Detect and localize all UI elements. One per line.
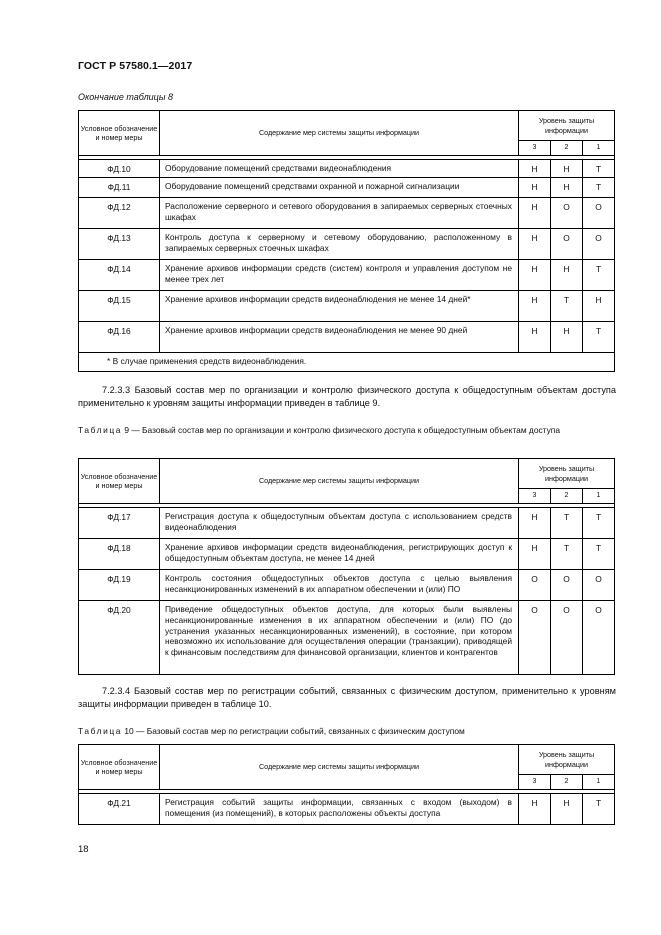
row-level-3: Н xyxy=(519,260,551,291)
row-level-1: О xyxy=(583,198,615,229)
table-row xyxy=(79,198,615,229)
row-level-2: Т xyxy=(551,291,583,322)
row-text: Расположение серверного и сетевого оборудования в запираемых серверных стоечных шкафах xyxy=(160,198,519,229)
row-level-3: О xyxy=(519,601,551,675)
row-code: ФД.10 xyxy=(79,160,160,178)
row-level-1: Т xyxy=(583,508,615,539)
table10-caption xyxy=(78,726,616,737)
table-10 xyxy=(78,744,615,825)
row-text: Хранение архивов информации средств видеонаблюдения не менее 90 дней xyxy=(160,322,519,353)
table9-caption-label: Таблица xyxy=(78,425,123,435)
header-level-3: 3 xyxy=(519,141,551,156)
row-level-1: О xyxy=(583,229,615,260)
row-code: ФД.19 xyxy=(79,570,160,601)
row-code: ФД.18 xyxy=(79,539,160,570)
row-code: ФД.13 xyxy=(79,229,160,260)
header-level-1: 1 xyxy=(583,775,615,790)
row-text: Приведение общедоступных объектов доступа, для которых были выявлены несанкционированные изменения в их аппаратном обеспечении и (или) ПО (до устранения указанных несанкционированных изменений), в состояние, при котором невозможно их использование для осуществления операции (транзакции), приводящей к финансовым последствиям для финансовой организации, клиентов и контрагентов xyxy=(160,601,519,675)
row-level-2: Т xyxy=(551,508,583,539)
header-level-3: 3 xyxy=(519,775,551,790)
row-text: Регистрация доступа к общедоступным объектам доступа с использованием средств видеонаблюдения xyxy=(160,508,519,539)
row-level-2: Т xyxy=(551,539,583,570)
row-level-2: О xyxy=(551,198,583,229)
row-level-1: О xyxy=(583,601,615,675)
header-level-2: 2 xyxy=(551,141,583,156)
table-footnote-row xyxy=(79,353,615,372)
header-level-3: 3 xyxy=(519,489,551,504)
table-row xyxy=(79,601,615,675)
row-code: ФД.14 xyxy=(79,260,160,291)
row-code: ФД.21 xyxy=(79,794,160,825)
row-level-3: Н xyxy=(519,291,551,322)
row-level-3: Н xyxy=(519,198,551,229)
table-row xyxy=(79,794,615,825)
table10-caption-text: 10 — Базовый состав мер по регистрации событий, связанных с физическим доступом xyxy=(124,726,465,736)
header-code: Условное обозначение и номер меры xyxy=(79,111,160,156)
row-text: Оборудование помещений средствами охранной и пожарной сигнализации xyxy=(160,178,519,198)
row-level-2: Н xyxy=(551,260,583,291)
table-9 xyxy=(78,458,615,675)
header-content: Содержание мер системы защиты информации xyxy=(160,745,519,790)
header-code: Условное обозначение и номер меры xyxy=(79,745,160,790)
header-content: Содержание мер системы защиты информации xyxy=(160,111,519,156)
row-level-2: О xyxy=(551,570,583,601)
row-code: ФД.20 xyxy=(79,601,160,675)
header-level-2: 2 xyxy=(551,489,583,504)
table-row xyxy=(79,508,615,539)
row-level-2: Н xyxy=(551,160,583,178)
row-level-2: Н xyxy=(551,794,583,825)
table9-caption xyxy=(78,425,616,436)
table9-caption-text: 9 — Базовый состав мер по организации и контролю физического доступа к общедоступным объектам доступа xyxy=(124,425,560,435)
header-level-1: 1 xyxy=(583,141,615,156)
table-row xyxy=(79,229,615,260)
row-level-1: Т xyxy=(583,794,615,825)
row-level-3: Н xyxy=(519,539,551,570)
row-text: Оборудование помещений средствами видеонаблюдения xyxy=(160,160,519,178)
table-8 xyxy=(78,110,615,372)
paragraph-7233: 7.2.3.3 Базовый состав мер по организации и контролю физического доступа к общедоступным объектам доступа применительно к уровням защиты информации приведен в таблице 9. xyxy=(78,385,616,408)
table-row xyxy=(79,539,615,570)
table-row xyxy=(79,260,615,291)
header-levels: Уровень защиты информации xyxy=(519,111,615,141)
header-levels: Уровень защиты информации xyxy=(519,459,615,489)
row-level-3: Н xyxy=(519,322,551,353)
table10-caption-label: Таблица xyxy=(78,726,123,736)
row-level-1: Н xyxy=(583,291,615,322)
row-level-3: Н xyxy=(519,229,551,260)
row-code: ФД.16 xyxy=(79,322,160,353)
header-level-2: 2 xyxy=(551,775,583,790)
row-code: ФД.12 xyxy=(79,198,160,229)
row-text: Регистрация событий защиты информации, связанных с входом (выходом) в помещения (из помещений), в которых расположены объекты доступа xyxy=(160,794,519,825)
row-code: ФД.11 xyxy=(79,178,160,198)
header-levels: Уровень защиты информации xyxy=(519,745,615,775)
row-level-3: Н xyxy=(519,178,551,198)
page-number: 18 xyxy=(78,844,89,855)
row-level-3: Н xyxy=(519,508,551,539)
row-code: ФД.17 xyxy=(79,508,160,539)
header-code: Условное обозначение и номер меры xyxy=(79,459,160,504)
table-row xyxy=(79,160,615,178)
row-level-1: Т xyxy=(583,322,615,353)
row-level-2: Н xyxy=(551,322,583,353)
row-text: Контроль состояния общедоступных объектов доступа с целью выявления несанкционированных изменений в их аппаратном обеспечении и (или) ПО xyxy=(160,570,519,601)
table-row xyxy=(79,291,615,322)
row-level-3: Н xyxy=(519,160,551,178)
row-level-3: О xyxy=(519,570,551,601)
row-text: Хранение архивов информации средств видеонаблюдения, регистрирующих доступ к общедоступным объектам доступа, не менее 14 дней xyxy=(160,539,519,570)
table-footnote: * В случае применения средств видеонаблюдения. xyxy=(79,353,615,372)
row-level-1: О xyxy=(583,570,615,601)
row-text: Хранение архивов информации средств (систем) контроля и управления доступом не менее трех лет xyxy=(160,260,519,291)
paragraph-7234: 7.2.3.4 Базовый состав мер по регистрации событий, связанных с физическим доступом, применительно к уровням защиты информации приведен в таблице 10. xyxy=(78,686,616,709)
row-level-1: Т xyxy=(583,539,615,570)
row-level-1: Т xyxy=(583,160,615,178)
header-content: Содержание мер системы защиты информации xyxy=(160,459,519,504)
row-text: Контроль доступа к серверному и сетевому оборудованию, расположенному в запираемых серверных стоечных шкафах xyxy=(160,229,519,260)
row-level-1: Т xyxy=(583,260,615,291)
document-header: ГОСТ Р 57580.1—2017 xyxy=(78,60,193,72)
table-row xyxy=(79,322,615,353)
row-level-2: О xyxy=(551,229,583,260)
table-row xyxy=(79,178,615,198)
table-row xyxy=(79,570,615,601)
row-text: Хранение архивов информации средств видеонаблюдения не менее 14 дней* xyxy=(160,291,519,322)
row-code: ФД.15 xyxy=(79,291,160,322)
table8-continuation-caption: Окончание таблицы 8 xyxy=(78,92,173,102)
header-level-1: 1 xyxy=(583,489,615,504)
row-level-1: Т xyxy=(583,178,615,198)
row-level-3: Н xyxy=(519,794,551,825)
row-level-2: Н xyxy=(551,178,583,198)
row-level-2: О xyxy=(551,601,583,675)
